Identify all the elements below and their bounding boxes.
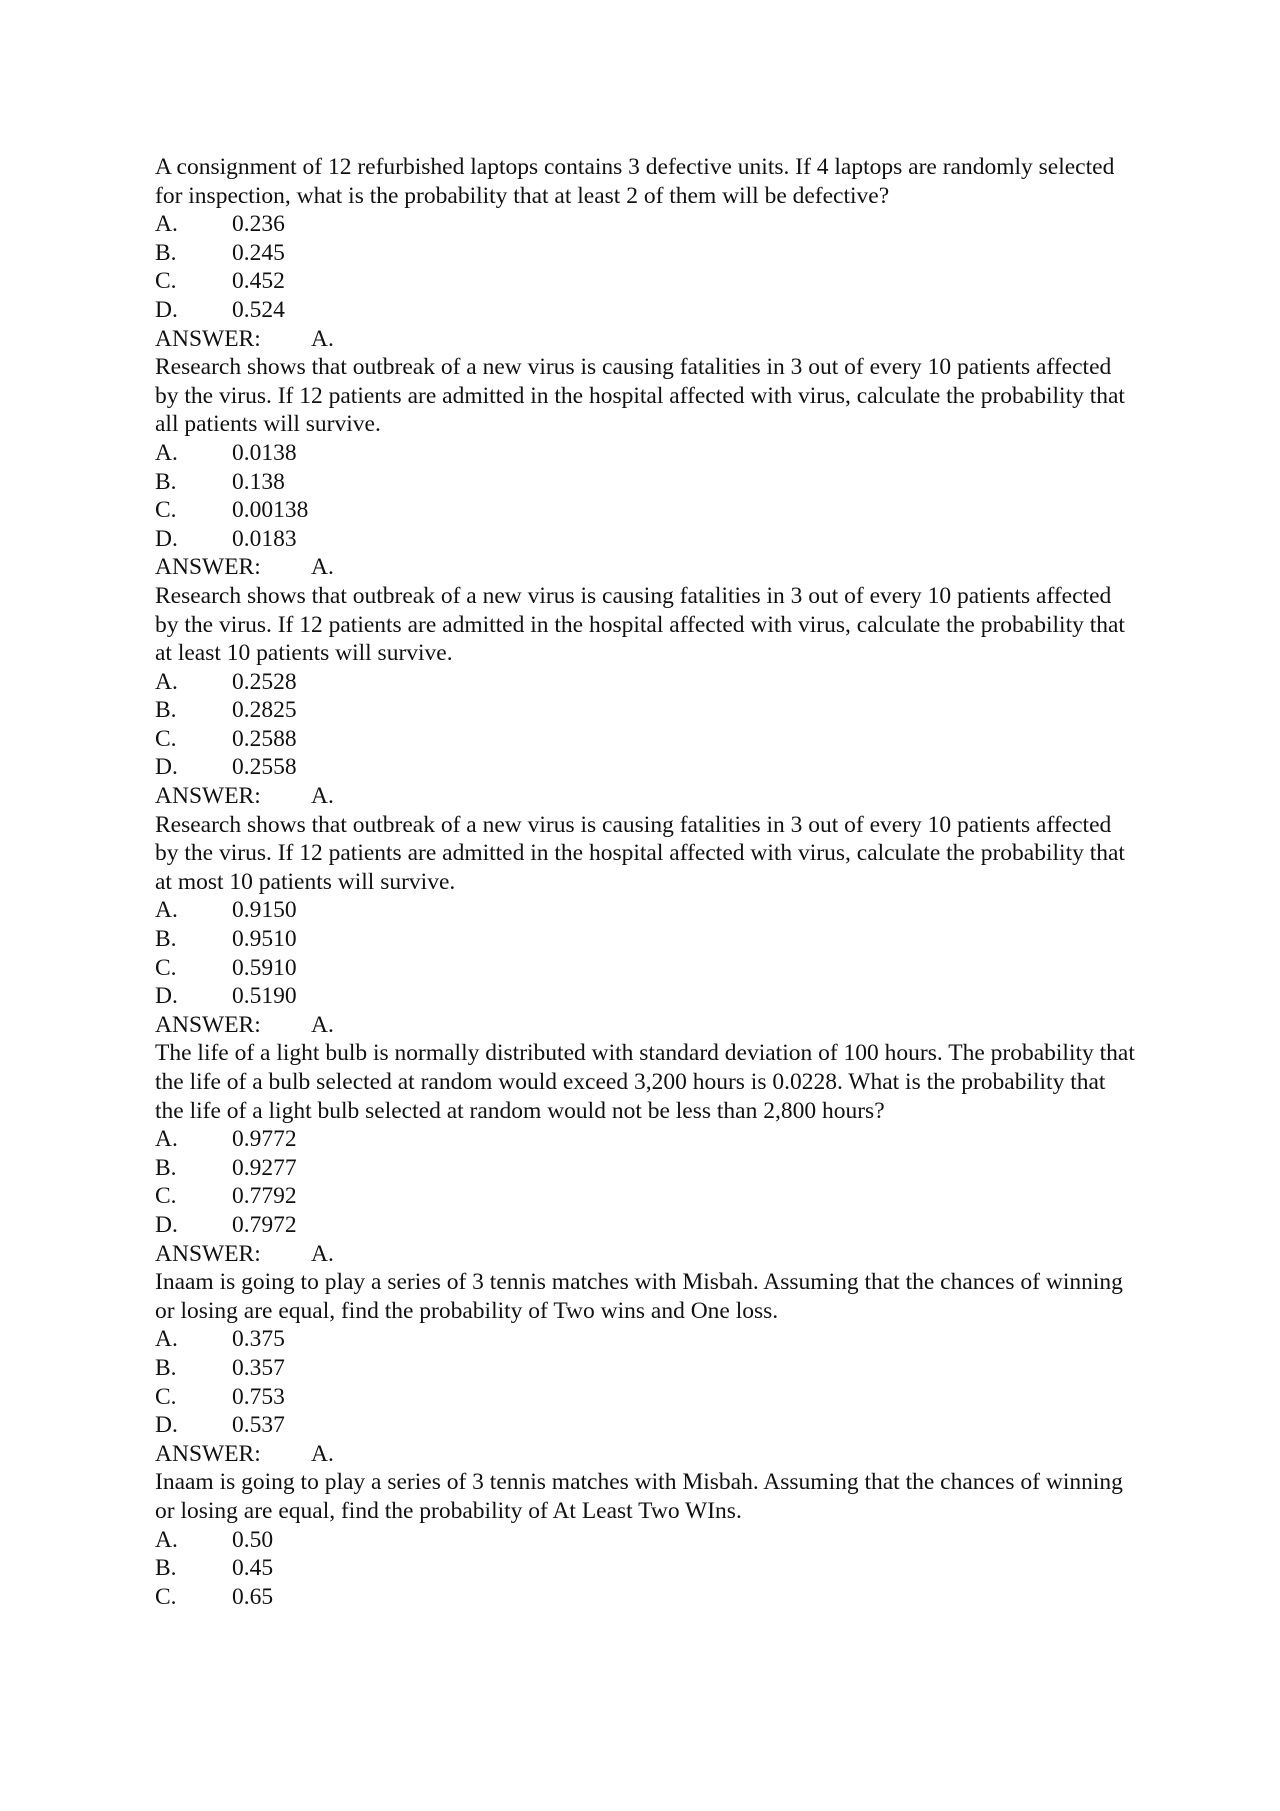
question-text: Research shows that outbreak of a new virus is causing fatalities in 3 out of every 10 patients affected by the virus. If 12 patients are admitted in the hospital affected with virus, calculate the probability that at most 10 patients will survive. [155, 811, 1125, 895]
option-value: 0.524 [232, 296, 285, 323]
question-text: The life of a light bulb is normally distributed with standard deviation of 100 hours. The probability that the life of a bulb selected at random would exceed 3,200 hours is 0.0228. What is the probability that the life of a light bulb selected at random would not be less than 2,800 hours? [155, 1040, 1135, 1124]
option-letter: B. [155, 1555, 177, 1582]
answer-option [155, 696, 1135, 725]
answer-option [155, 1354, 1135, 1383]
question-block [155, 1268, 1135, 1468]
option-value: 0.0138 [232, 439, 297, 466]
answer-option [155, 210, 1135, 239]
answer-row [155, 325, 1135, 354]
answer-option [155, 668, 1135, 697]
answer-label: ANSWER: [155, 554, 261, 581]
option-value: 0.45 [232, 1555, 274, 1582]
answer-value: A. [311, 1240, 334, 1267]
option-letter: B. [155, 1354, 177, 1381]
answer-option [155, 1325, 1135, 1354]
answer-option [155, 239, 1135, 268]
answer-row [155, 553, 1135, 582]
answer-option [155, 925, 1135, 954]
option-value: 0.236 [232, 211, 285, 238]
option-value: 0.2528 [232, 668, 297, 695]
answer-label: ANSWER: [155, 1440, 261, 1467]
answer-option [155, 296, 1135, 325]
option-value: 0.2825 [232, 697, 297, 724]
option-letter: A. [155, 897, 178, 924]
option-letter: C. [155, 1583, 177, 1610]
option-letter: B. [155, 1154, 177, 1181]
answer-option [155, 1526, 1135, 1555]
option-value: 0.9277 [232, 1154, 297, 1181]
answer-label: ANSWER: [155, 1240, 261, 1267]
option-letter: A. [155, 1126, 178, 1153]
question-text: Research shows that outbreak of a new virus is causing fatalities in 3 out of every 10 patients affected by the virus. If 12 patients are admitted in the hospital affected with virus, calculate the probability that all patients will survive. [155, 354, 1125, 438]
answer-option [155, 468, 1135, 497]
option-letter: C. [155, 1183, 177, 1210]
option-value: 0.245 [232, 239, 285, 266]
answer-option [155, 982, 1135, 1011]
option-value: 0.7972 [232, 1211, 297, 1238]
answer-option [155, 1411, 1135, 1440]
option-letter: C. [155, 1383, 177, 1410]
question-block [155, 153, 1135, 353]
option-letter: D. [155, 1412, 178, 1439]
question-block [155, 1039, 1135, 1268]
answer-option [155, 954, 1135, 983]
answer-option [155, 525, 1135, 554]
question-block [155, 811, 1135, 1040]
answer-option [155, 496, 1135, 525]
option-letter: D. [155, 754, 178, 781]
answer-option [155, 1583, 1135, 1612]
option-letter: D. [155, 983, 178, 1010]
answer-row [155, 782, 1135, 811]
option-letter: A. [155, 211, 178, 238]
option-value: 0.2588 [232, 725, 297, 752]
answer-option [155, 1182, 1135, 1211]
option-letter: D. [155, 525, 178, 552]
answer-label: ANSWER: [155, 1011, 261, 1038]
option-value: 0.5190 [232, 983, 297, 1010]
option-letter: A. [155, 439, 178, 466]
answer-value: A. [311, 554, 334, 581]
answer-row [155, 1440, 1135, 1469]
option-letter: B. [155, 468, 177, 495]
answer-option [155, 725, 1135, 754]
document-page [155, 153, 1135, 1611]
question-text: A consignment of 12 refurbished laptops contains 3 defective units. If 4 laptops are randomly selected for inspection, what is the probability that at least 2 of them will be defective? [155, 154, 1115, 209]
option-letter: A. [155, 1326, 178, 1353]
answer-option [155, 267, 1135, 296]
question-text: Research shows that outbreak of a new virus is causing fatalities in 3 out of every 10 patients affected by the virus. If 12 patients are admitted in the hospital affected with virus, calculate the probability that at least 10 patients will survive. [155, 582, 1125, 667]
option-value: 0.50 [232, 1526, 274, 1553]
answer-option [155, 1154, 1135, 1183]
option-value: 0.9150 [232, 897, 297, 924]
option-letter: D. [155, 296, 178, 323]
answer-value: A. [311, 783, 334, 810]
answer-label: ANSWER: [155, 325, 261, 352]
answer-option [155, 439, 1135, 468]
option-value: 0.753 [232, 1383, 285, 1410]
answer-value: A. [311, 325, 334, 352]
answer-option [155, 1554, 1135, 1583]
option-letter: B. [155, 697, 177, 724]
answer-value: A. [311, 1440, 334, 1467]
option-letter: A. [155, 1526, 178, 1553]
option-value: 0.00138 [232, 497, 309, 524]
option-value: 0.9510 [232, 926, 297, 953]
option-value: 0.9772 [232, 1126, 297, 1153]
option-value: 0.357 [232, 1354, 285, 1381]
option-value: 0.537 [232, 1412, 285, 1439]
option-letter: C. [155, 268, 177, 295]
option-value: 0.138 [232, 468, 285, 495]
option-letter: C. [155, 725, 177, 752]
answer-option [155, 1211, 1135, 1240]
option-value: 0.65 [232, 1583, 274, 1610]
option-letter: B. [155, 926, 177, 953]
question-block [155, 353, 1135, 582]
question-block [155, 1468, 1135, 1611]
answer-option [155, 753, 1135, 782]
answer-label: ANSWER: [155, 783, 261, 810]
option-letter: D. [155, 1211, 178, 1238]
option-value: 0.7792 [232, 1183, 297, 1210]
question-text: Inaam is going to play a series of 3 tennis matches with Misbah. Assuming that the chances of winning or losing are equal, find the probability of At Least Two WIns. [155, 1469, 1123, 1524]
answer-row [155, 1011, 1135, 1040]
option-letter: B. [155, 239, 177, 266]
answer-option [155, 1125, 1135, 1154]
option-value: 0.5910 [232, 954, 297, 981]
question-block [155, 582, 1135, 811]
option-value: 0.452 [232, 268, 285, 295]
option-value: 0.375 [232, 1326, 285, 1353]
option-letter: A. [155, 668, 178, 695]
answer-value: A. [311, 1011, 334, 1038]
answer-option [155, 1383, 1135, 1412]
option-letter: C. [155, 497, 177, 524]
option-value: 0.0183 [232, 525, 297, 552]
question-text: Inaam is going to play a series of 3 tennis matches with Misbah. Assuming that the chances of winning or losing are equal, find the probability of Two wins and One loss. [155, 1269, 1123, 1324]
answer-option [155, 896, 1135, 925]
option-value: 0.2558 [232, 754, 297, 781]
answer-row [155, 1240, 1135, 1269]
option-letter: C. [155, 954, 177, 981]
